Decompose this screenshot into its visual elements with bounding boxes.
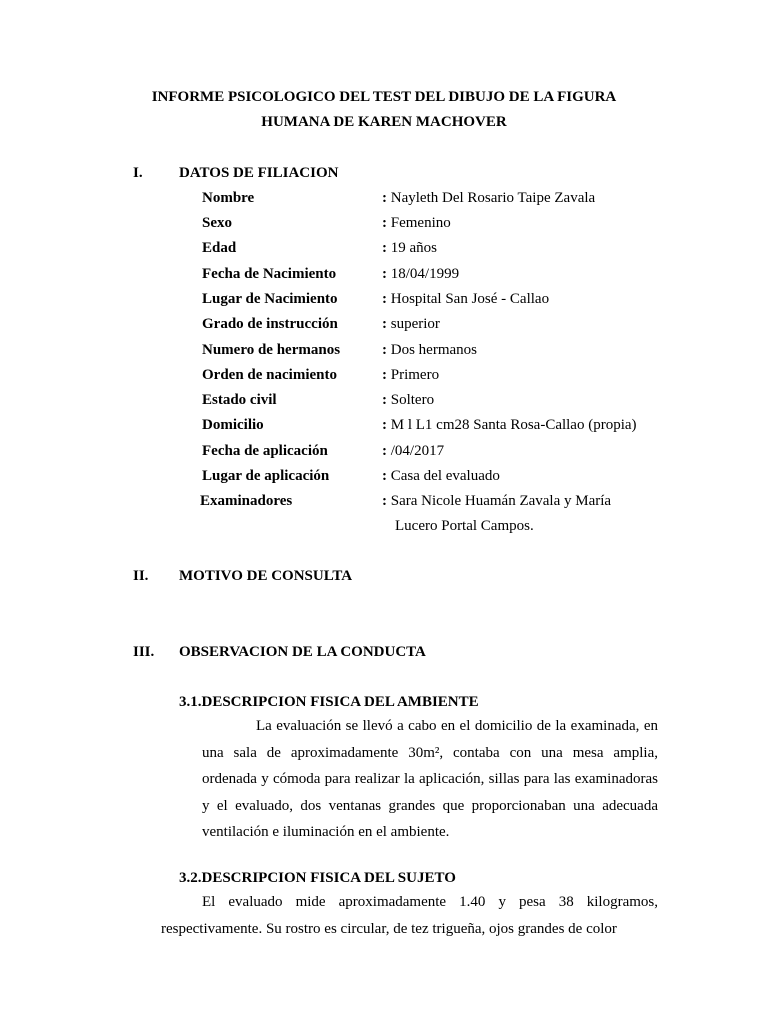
field-label-domicilio: Domicilio (202, 417, 264, 433)
document-title-line-1: INFORME PSICOLOGICO DEL TEST DEL DIBUJO DE LA FIGURA (151, 89, 617, 105)
field-value-domicilio: : M l L1 cm28 Santa Rosa-Callao (propia) (382, 417, 637, 433)
field-value-lugar-aplicacion: : Casa del evaluado (382, 468, 500, 484)
field-label-nombre: Nombre (202, 190, 255, 206)
field-value-orden-nacimiento: : Primero (382, 367, 440, 383)
subsection-3-2-paragraph: El evaluado mide aproximadamente 1.40 y pesa 38 kilogramos, respectivamente. Su rostro es circular, de tez trigueña, ojos grandes de color (161, 894, 658, 937)
field-label-fecha-aplicacion: Fecha de aplicación (202, 443, 328, 459)
field-label-lugar-nacimiento: Lugar de Nacimiento (202, 291, 338, 307)
field-label-numero-hermanos: Numero de hermanos (202, 342, 341, 358)
subsection-3-1-heading: 3.1.DESCRIPCION FISICA DEL AMBIENTE (179, 694, 479, 710)
field-label-orden-nacimiento: Orden de nacimiento (202, 367, 337, 383)
section-2-number: II. (133, 568, 149, 584)
document-title-line-2: HUMANA DE KAREN MACHOVER (261, 114, 507, 130)
field-value-sexo: : Femenino (382, 215, 451, 231)
section-3-number: III. (133, 644, 155, 660)
field-label-lugar-aplicacion: Lugar de aplicación (202, 468, 330, 484)
field-label-edad: Edad (202, 240, 237, 256)
field-label-sexo: Sexo (202, 215, 232, 231)
section-2-heading: MOTIVO DE CONSULTA (179, 568, 353, 584)
section-1-number: I. (133, 165, 143, 181)
field-label-grado-instruccion: Grado de instrucción (202, 316, 338, 332)
field-value-grado-instruccion: : superior (382, 316, 440, 332)
field-value-fecha-aplicacion: : /04/2017 (382, 443, 445, 459)
field-value-nombre: : Nayleth Del Rosario Taipe Zavala (382, 190, 596, 206)
field-value-fecha-nacimiento: : 18/04/1999 (382, 266, 460, 282)
section-1-heading: DATOS DE FILIACION (179, 165, 339, 181)
field-label-examinadores: Examinadores (200, 493, 293, 509)
field-value-numero-hermanos: : Dos hermanos (382, 342, 477, 358)
field-label-estado-civil: Estado civil (202, 392, 277, 408)
field-value-edad: : 19 años (382, 240, 437, 256)
field-value-examinadores-continued: Lucero Portal Campos. (395, 518, 534, 534)
section-3-heading: OBSERVACION DE LA CONDUCTA (179, 644, 426, 660)
field-value-estado-civil: : Soltero (382, 392, 435, 408)
field-label-fecha-nacimiento: Fecha de Nacimiento (202, 266, 337, 282)
subsection-3-1-paragraph: La evaluación se llevó a cabo en el domicilio de la examinada, en una sala de aproximadamente 30m², contaba con una mesa amplia, ordenada y cómoda para realizar la aplicación, sillas para las examinadoras y el evaluado, dos ventanas grandes que proporcionaban una adecuada ventilación e iluminación en el ambiente. (202, 718, 658, 840)
field-value-examinadores: : Sara Nicole Huamán Zavala y María (382, 493, 612, 509)
subsection-3-2-heading: 3.2.DESCRIPCION FISICA DEL SUJETO (179, 870, 456, 886)
field-value-lugar-nacimiento: : Hospital San José - Callao (382, 291, 550, 307)
